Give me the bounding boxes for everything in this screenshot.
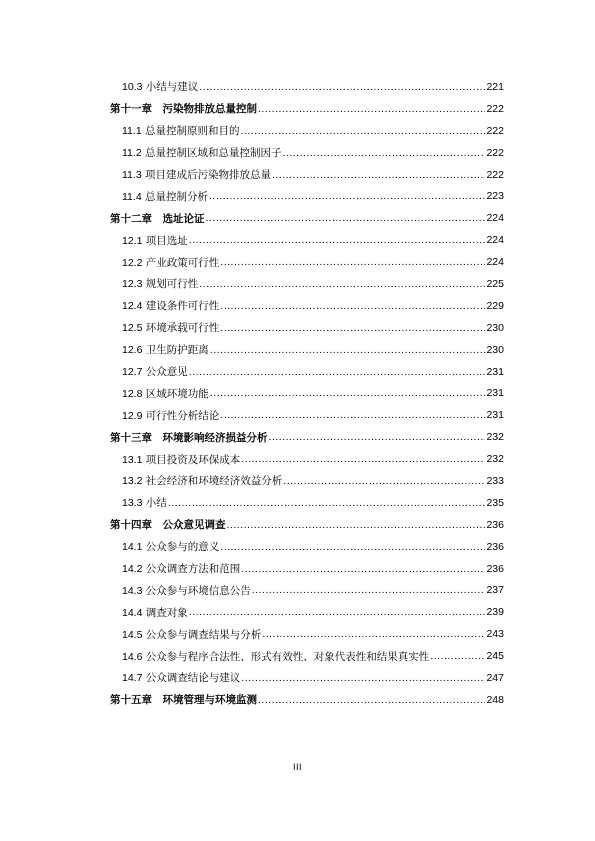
toc-chapter-entry[interactable] <box>110 207 504 229</box>
toc-entry-title: 规划可行性 <box>145 278 199 291</box>
toc-page-number: 222 <box>486 168 504 181</box>
toc-section-entry[interactable] <box>110 164 504 186</box>
toc-entry-number: 13.2 <box>122 475 143 488</box>
toc-entry-label <box>122 233 188 248</box>
toc-entry-label <box>122 473 282 488</box>
toc-section-entry[interactable] <box>110 558 504 580</box>
toc-entry-label <box>122 123 240 138</box>
toc-entry-number: 11.1 <box>122 125 142 138</box>
toc-entry-title: 公众参与环境信息公告 <box>145 584 251 597</box>
toc-entry-number: 14.5 <box>122 628 143 641</box>
toc-entry-title: 小结与建议 <box>145 81 199 94</box>
toc-section-entry[interactable] <box>110 382 504 404</box>
toc-dot-leader <box>283 475 485 487</box>
toc-entry-label <box>122 605 188 620</box>
toc-dot-leader <box>168 497 486 509</box>
toc-dot-leader <box>199 81 485 93</box>
toc-page-number: 230 <box>486 321 504 334</box>
toc-entry-number: 12.8 <box>122 387 143 400</box>
toc-dot-leader <box>241 125 486 137</box>
toc-entry-title: 小结 <box>145 497 167 510</box>
toc-page-number: 237 <box>486 584 504 597</box>
toc-entry-label <box>110 692 257 707</box>
toc-entry-number: 14.6 <box>122 650 143 663</box>
toc-entry-title: 公众调查结论与建议 <box>145 672 241 685</box>
toc-entry-title: 总量控制区域和总量控制因子 <box>145 147 282 160</box>
toc-entry-title: 公众调查方法和范围 <box>145 563 241 576</box>
toc-entry-number: 14.1 <box>122 541 143 554</box>
toc-entry-number: 第十四章 <box>110 519 152 532</box>
toc-entry-title: 选址论证 <box>162 212 205 225</box>
toc-entry-title: 总量控制分析 <box>145 190 209 203</box>
toc-entry-title: 调查对象 <box>145 606 188 619</box>
toc-entry-label <box>122 276 198 291</box>
toc-entry-title: 项目建成后污染物排放总量 <box>145 169 272 181</box>
toc-page-number: 224 <box>486 234 504 247</box>
toc-page-number: 225 <box>486 277 504 290</box>
toc-entry-label <box>122 670 240 685</box>
toc-entry-label <box>110 101 257 116</box>
toc-dot-leader <box>210 387 486 399</box>
toc-page-number: 224 <box>486 256 504 269</box>
toc-entry-label <box>122 167 271 182</box>
toc-page-number: 235 <box>486 496 504 509</box>
toc-entry-label <box>122 583 251 598</box>
toc-dot-leader <box>241 453 485 465</box>
toc-page-number: 222 <box>486 124 504 137</box>
toc-entry-title: 环境管理与环境监测 <box>162 694 257 707</box>
toc-entry-number: 14.3 <box>122 584 143 597</box>
toc-section-entry[interactable] <box>110 667 504 689</box>
toc-entry-number: 13.3 <box>122 497 143 510</box>
toc-dot-leader <box>430 650 485 662</box>
toc-page-number: 236 <box>486 540 504 553</box>
toc-page-number: 230 <box>486 343 504 356</box>
toc-page-number: 222 <box>486 146 504 159</box>
toc-section-entry[interactable] <box>110 492 504 514</box>
toc-entry-title: 总量控制原则和目的 <box>145 125 240 138</box>
page-number: III <box>292 762 302 772</box>
toc-section-entry[interactable] <box>110 295 504 317</box>
toc-dot-leader <box>199 278 485 290</box>
toc-page-number: 224 <box>486 212 504 225</box>
toc-entry-number: 12.6 <box>122 344 143 357</box>
toc-section-entry[interactable] <box>110 579 504 601</box>
toc-entry-label <box>122 364 188 379</box>
toc-section-entry[interactable] <box>110 470 504 492</box>
toc-entry-label <box>110 430 268 445</box>
toc-dot-leader <box>189 366 486 378</box>
toc-section-entry[interactable] <box>110 601 504 623</box>
toc-section-entry[interactable] <box>110 317 504 339</box>
toc-entry-label <box>122 342 209 357</box>
toc-page-number: 232 <box>486 453 504 466</box>
toc-entry-number: 12.2 <box>122 256 143 269</box>
toc-section-entry[interactable] <box>110 361 504 383</box>
toc-entry-number: 12.4 <box>122 300 143 313</box>
toc-page-number: 221 <box>486 80 504 93</box>
toc-entry-number: 第十一章 <box>110 103 152 116</box>
toc-entry-number: 11.3 <box>122 169 142 181</box>
toc-entry-number: 14.2 <box>122 563 143 576</box>
toc-dot-leader <box>262 628 485 640</box>
toc-dot-leader <box>241 563 485 575</box>
toc-section-entry[interactable] <box>110 76 504 98</box>
toc-page-number: 236 <box>486 562 504 575</box>
toc-dot-leader <box>258 694 485 706</box>
toc-page-number: 239 <box>486 606 504 619</box>
toc-section-entry[interactable] <box>110 645 504 667</box>
toc-entry-title: 社会经济和环境经济效益分析 <box>145 475 283 488</box>
toc-entry-number: 12.3 <box>122 278 143 291</box>
toc-section-entry[interactable] <box>110 273 504 295</box>
toc-entry-label <box>122 452 240 467</box>
toc-entry-label <box>122 386 209 401</box>
toc-entry-number: 14.7 <box>122 672 143 685</box>
toc-dot-leader <box>206 212 486 224</box>
toc-entry-title: 环境承载可行性 <box>145 322 220 335</box>
toc-page-number: 229 <box>486 299 504 312</box>
toc-dot-leader <box>283 147 486 159</box>
toc-section-entry[interactable] <box>110 404 504 426</box>
toc-entry-title: 可行性分析结论 <box>145 409 220 422</box>
toc-chapter-entry[interactable] <box>110 689 504 711</box>
toc-section-entry[interactable] <box>110 448 504 470</box>
toc-dot-leader <box>189 234 486 246</box>
toc-page-number: 232 <box>486 431 504 444</box>
toc-dot-leader <box>189 606 486 618</box>
toc-dot-leader <box>209 190 485 202</box>
toc-entry-number: 12.9 <box>122 409 143 422</box>
toc-page-number: 231 <box>486 365 504 378</box>
toc-entry-title: 项目投资及环保成本 <box>145 453 241 466</box>
toc-chapter-entry[interactable] <box>110 98 504 120</box>
toc-page-number: 245 <box>486 650 504 663</box>
toc-entry-title: 建设条件可行性 <box>145 300 220 313</box>
toc-chapter-entry[interactable] <box>110 514 504 536</box>
toc-page-number: 243 <box>486 628 504 641</box>
toc-entry-title: 卫生防护距离 <box>145 344 209 357</box>
toc-dot-leader <box>272 169 485 181</box>
toc-section-entry[interactable] <box>110 120 504 142</box>
toc-dot-leader <box>220 322 485 334</box>
toc-dot-leader <box>220 409 485 421</box>
toc-entry-title: 污染物排放总量控制 <box>162 103 257 116</box>
toc-section-entry[interactable] <box>110 623 504 645</box>
toc-section-entry[interactable] <box>110 339 504 361</box>
toc-entry-number: 12.7 <box>122 366 143 379</box>
toc-entry-title: 公众参与的意义 <box>145 541 220 554</box>
toc-entry-label <box>122 145 282 160</box>
toc-page-number: 236 <box>486 518 504 531</box>
toc-entry-label <box>122 627 261 642</box>
toc-dot-leader <box>258 103 485 115</box>
toc-entry-title: 区域环境功能 <box>145 387 209 400</box>
toc-page-number: 247 <box>486 671 504 684</box>
toc-section-entry[interactable] <box>110 185 504 207</box>
toc-page-number: 233 <box>486 474 504 487</box>
toc-dot-leader <box>220 300 485 312</box>
toc-entry-label <box>122 79 198 94</box>
toc-dot-leader <box>241 672 485 684</box>
toc-entry-number: 13.1 <box>122 453 143 466</box>
toc-entry-number: 第十二章 <box>110 212 152 225</box>
toc-entry-number: 第十三章 <box>110 431 152 444</box>
toc-section-entry[interactable] <box>110 229 504 251</box>
toc-chapter-entry[interactable] <box>110 426 504 448</box>
toc-entry-title: 公众意见调查 <box>162 519 226 532</box>
toc-entry-label <box>110 211 205 226</box>
toc-entry-label <box>122 298 219 313</box>
toc-entry-title: 项目选址 <box>145 234 188 247</box>
toc-dot-leader <box>220 256 485 268</box>
toc-entry-number: 11.2 <box>122 147 142 160</box>
toc-entry-title: 公众参与调查结果与分析 <box>145 628 262 641</box>
toc-page-number: 223 <box>486 190 504 203</box>
toc-dot-leader <box>210 344 486 356</box>
toc-page-number: 248 <box>486 693 504 706</box>
toc-dot-leader <box>227 519 486 531</box>
toc-entry-label <box>122 408 219 423</box>
toc-entry-title: 公众意见 <box>145 366 188 379</box>
toc-entry-number: 14.4 <box>122 606 143 619</box>
toc-page-number: 231 <box>486 387 504 400</box>
toc-entry-label <box>122 320 219 335</box>
toc-entry-title: 环境影响经济损益分析 <box>162 431 268 444</box>
toc-entry-number: 12.5 <box>122 322 143 335</box>
toc-dot-leader <box>252 584 486 596</box>
toc-entry-label <box>122 495 167 510</box>
table-of-contents <box>110 76 504 711</box>
toc-page-number: 222 <box>486 102 504 115</box>
toc-entry-title: 公众参与程序合法性、形式有效性、对象代表性和结果真实性 <box>145 650 430 663</box>
toc-section-entry[interactable] <box>110 536 504 558</box>
toc-entry-label <box>110 517 226 532</box>
toc-entry-label <box>122 561 240 576</box>
toc-section-entry[interactable] <box>110 142 504 164</box>
toc-entry-label <box>122 539 219 554</box>
toc-entry-label <box>122 189 208 204</box>
toc-entry-label <box>122 255 219 270</box>
toc-section-entry[interactable] <box>110 251 504 273</box>
toc-entry-number: 11.4 <box>122 190 142 203</box>
toc-entry-label <box>122 649 429 664</box>
toc-dot-leader <box>220 541 485 553</box>
toc-entry-title: 产业政策可行性 <box>145 256 220 269</box>
toc-entry-number: 第十五章 <box>110 694 152 707</box>
toc-page-number: 231 <box>486 409 504 422</box>
toc-entry-number: 10.3 <box>122 81 143 94</box>
toc-entry-number: 12.1 <box>122 234 143 247</box>
toc-dot-leader <box>269 431 486 443</box>
